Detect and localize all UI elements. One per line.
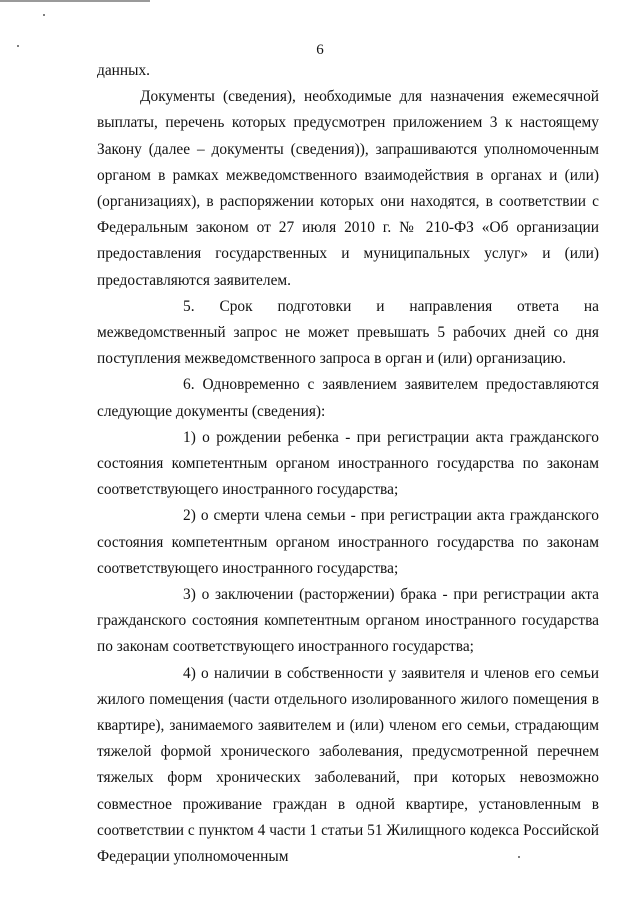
numbered-paragraph-6 <box>97 372 599 424</box>
paragraph-text: данных. <box>97 62 151 79</box>
paragraph-text: Срок подготовки и направления ответа на межведомственный запрос не может превышать 5 рабочих дней со дня поступления межведомственного запроса в орган и (или) организацию. <box>97 297 599 368</box>
list-item-4 <box>97 661 599 871</box>
list-item-number: 1) <box>183 428 196 446</box>
list-item-text: о заключении (расторжении) брака - при регистрации акта гражданского состояния компетентным органом иностранного государства по законам соответствующего иностранного государства; <box>97 586 599 656</box>
list-item-number: 2) <box>183 507 196 525</box>
scan-edge-mark <box>0 0 150 2</box>
list-item-text: о рождении ребенка - при регистрации акта гражданского состояния компетентным органом иностранного государства по законам соответствующего иностранного государства; <box>97 428 599 499</box>
document-body <box>97 58 599 870</box>
list-item-number: 3) <box>183 586 196 604</box>
scan-speck <box>43 14 45 16</box>
paragraph-text: Документы (сведения), необходимые для назначения ежемесячной выплаты, перечень которых предусмотрен приложением 3 к настоящему Закону (далее – документы (сведения)), запрашиваются уполномоченным органом в рамках межведомственного взаимодействия в органах и (или) (организациях), в распоряжении которых они находятся, в соответствии с Федеральным законом от 27 июля 2010 г. № 210-ФЗ «Об организации предоставления государственных и муниципальных услуг» и (или) предоставляются заявителем. <box>97 88 599 289</box>
list-item-text: о смерти члена семьи - при регистрации акта гражданского состояния компетентным органом иностранного государства по законам соответствующего иностранного государства; <box>97 507 599 577</box>
list-item-text: о наличии в собственности у заявителя и членов его семьи жилого помещения (части отдельного изолированного жилого помещения в квартире), занимаемого заявителем и (или) членом его семьи, страдающим тяжелой формой хронического заболевания, предусмотренной перечнем тяжелых форм хронических заболеваний, при которых невозможно совместное проживание граждан в одной квартире, установленным в соответствии с пунктом 4 части 1 статьи 51 Жилищного кодекса Российской Федерации уполномоченным <box>97 664 599 866</box>
list-item-2 <box>97 503 599 582</box>
paragraph-number: 5. <box>183 297 195 315</box>
page-number: 6 <box>316 42 324 58</box>
list-item-1 <box>97 425 599 504</box>
numbered-paragraph-5 <box>97 294 599 373</box>
paragraph-text: Одновременно с заявлением заявителем предоставляются следующие документы (сведения): <box>97 376 599 420</box>
paragraph <box>97 84 599 294</box>
list-item-3 <box>97 582 599 661</box>
list-item-number: 4) <box>183 664 196 682</box>
paragraph-number: 6. <box>183 376 195 394</box>
paragraph-continuation <box>97 58 599 84</box>
